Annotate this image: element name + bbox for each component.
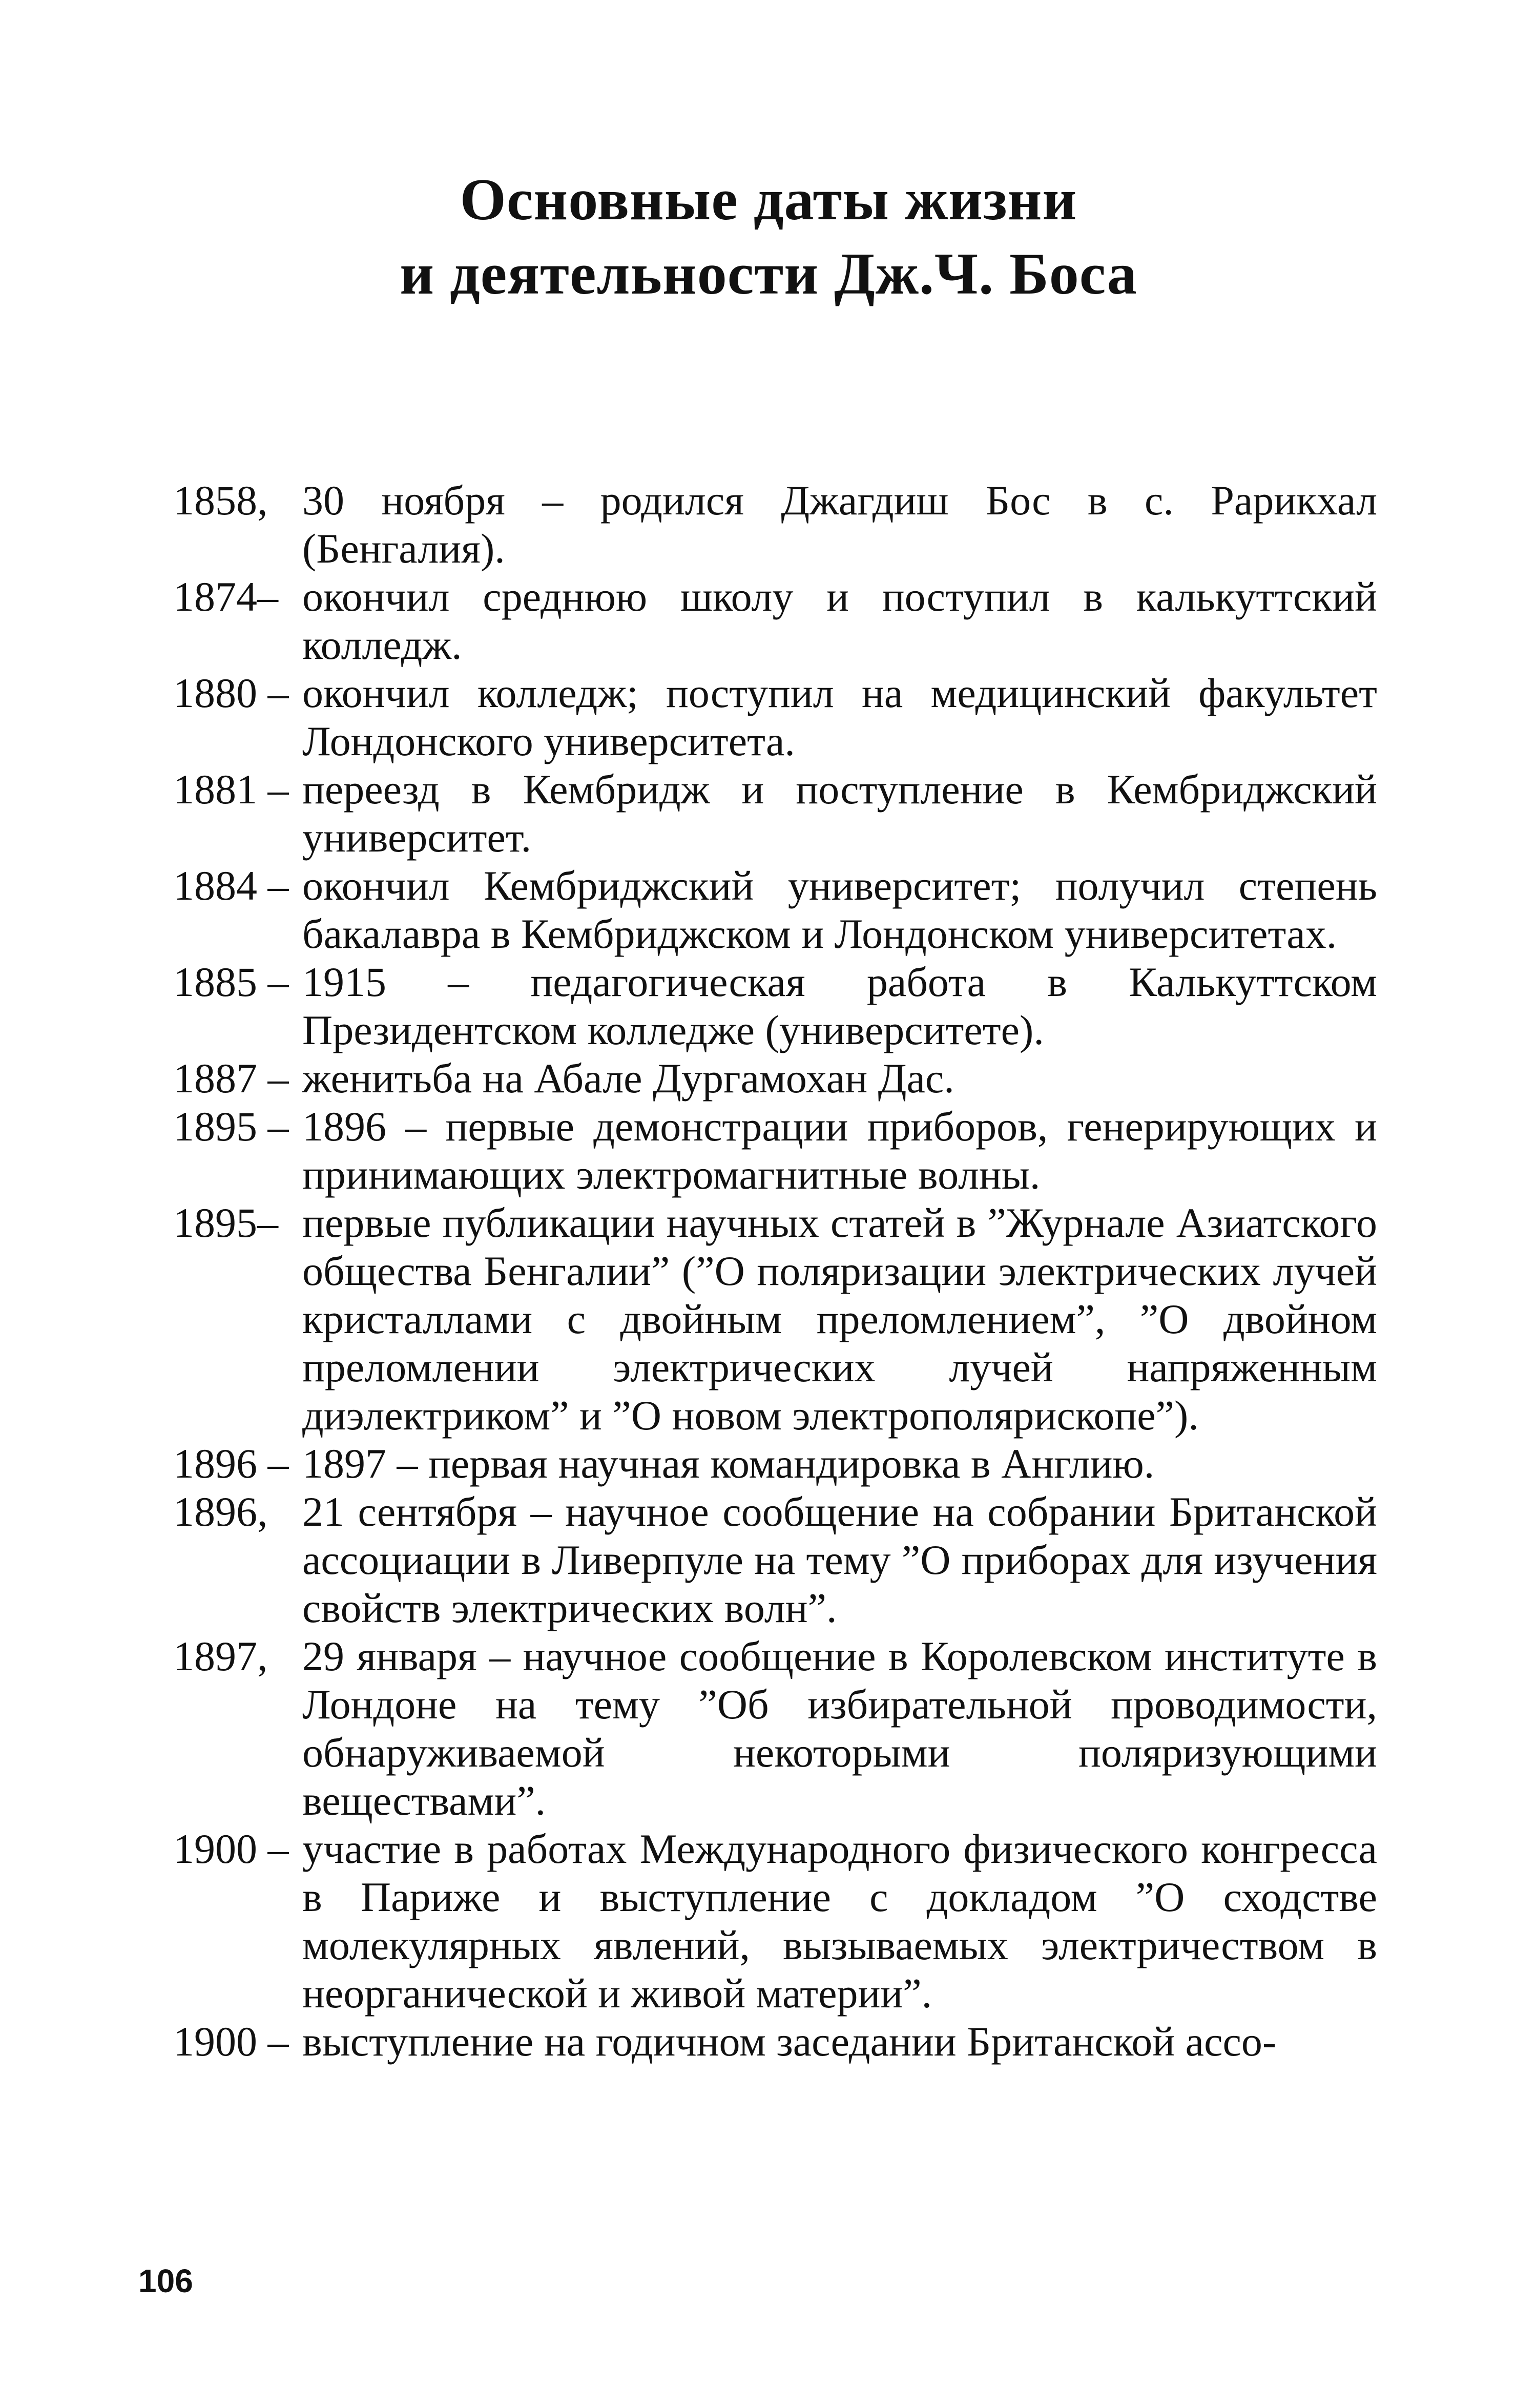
chronology-entry <box>173 2018 1377 2066</box>
entry-text: выступление на годичном заседании Британской ассо- <box>302 2018 1277 2065</box>
chronology-entry <box>173 1054 1377 1103</box>
entry-year: 1896 – <box>173 1440 289 1487</box>
chronology-list <box>173 476 1377 2066</box>
entry-year: 1858, <box>173 477 268 524</box>
entry-year: 1884 – <box>173 862 289 909</box>
entry-year: 1887 – <box>173 1055 289 1102</box>
chronology-entry <box>173 573 1377 669</box>
page-number: 106 <box>138 2262 193 2299</box>
chronology-entry <box>173 1488 1377 1632</box>
entry-text: 29 января – научное сообщение в Королевском институте в Лондоне на тему ”Об избирательной проводимости, обнаруживаемой некоторыми поляризующими веществами”. <box>302 1633 1377 1824</box>
entry-text: переезд в Кембридж и поступление в Кембриджский университет. <box>302 766 1377 861</box>
entry-year: 1900 – <box>173 1825 289 1872</box>
entry-year: 1885 – <box>173 959 289 1005</box>
chronology-entry <box>173 1440 1377 1488</box>
entry-text: женитьба на Абале Дургамохан Дас. <box>302 1055 954 1102</box>
entry-year: 1895 – <box>173 1103 289 1150</box>
chronology-entry <box>173 1632 1377 1825</box>
page-title <box>0 163 1537 312</box>
chronology-entry <box>173 765 1377 862</box>
chronology-entry <box>173 669 1377 765</box>
entry-year: 1900 – <box>173 2018 289 2065</box>
entry-text: окончил среднюю школу и поступил в калькуттский колледж. <box>302 573 1377 668</box>
chronology-entry <box>173 862 1377 958</box>
entry-text: 30 ноября – родился Джагдиш Бос в с. Рарикхал (Бенгалия). <box>302 477 1377 572</box>
title-line-1: Основные даты жизни <box>460 167 1077 233</box>
title-line-2: и деятельности Дж.Ч. Боса <box>400 241 1137 307</box>
entry-text: 21 сентября – научное сообщение на собрании Британской ассоциации в Ливерпуле на тему ”О приборах для изучения свойств электрических волн”. <box>302 1488 1377 1631</box>
entry-year: 1874– <box>173 573 278 620</box>
entry-year: 1896, <box>173 1488 268 1535</box>
entry-year: 1897, <box>173 1633 268 1679</box>
chronology-entry <box>173 1103 1377 1199</box>
entry-text: первые публикации научных статей в ”Журнале Азиатского общества Бенгалии” (”О поляризации электрических лучей кристаллами с двойным преломлением”, ”О двойном преломлении электрических лучей напряженным диэлектриком” и ”О новом электрополярископе”). <box>302 1199 1377 1439</box>
entry-text: окончил Кембриджский университет; получил степень бакалавра в Кембриджском и Лондонском университетах. <box>302 862 1377 957</box>
entry-text: 1896 – первые демонстрации приборов, генерирующих и принимающих электромагнитные волны. <box>302 1103 1377 1198</box>
chronology-entry <box>173 476 1377 573</box>
chronology-entry <box>173 958 1377 1054</box>
entry-year: 1881 – <box>173 766 289 813</box>
entry-year: 1880 – <box>173 670 289 716</box>
entry-text: участие в работах Международного физического конгресса в Париже и выступление с докладом ”О сходстве молекулярных явлений, вызываемых электричеством в неорганической и живой материи”. <box>302 1825 1377 2017</box>
entry-text: окончил колледж; поступил на медицинский факультет Лондонского университета. <box>302 670 1377 764</box>
entry-text: 1897 – первая научная командировка в Англию. <box>302 1440 1155 1487</box>
entry-text: 1915 – педагогическая работа в Калькуттском Президентском колледже (университете). <box>302 959 1377 1053</box>
chronology-entry <box>173 1199 1377 1440</box>
entry-year: 1895– <box>173 1199 278 1246</box>
chronology-entry <box>173 1825 1377 2018</box>
